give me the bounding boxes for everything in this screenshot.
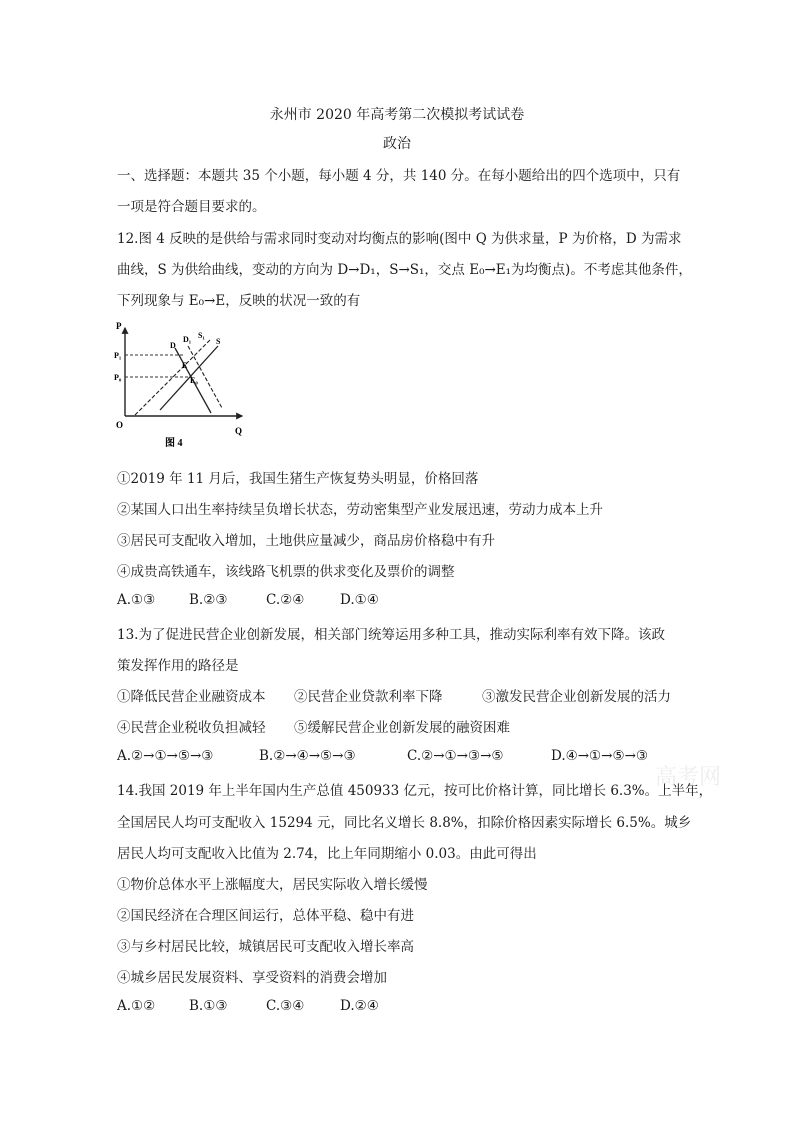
q14-item-1: ①物价总体水平上涨幅度大，居民实际收入增长缓慢 — [117, 877, 428, 893]
q13-stem-line1: 13.为了促进民营企业创新发展，相关部门统筹运用多种工具，推动实际利率有效下降。该政 — [117, 627, 665, 643]
q12-option-a[interactable]: A.①③ — [117, 592, 156, 608]
p0-label: P₀ — [114, 373, 122, 382]
q12-stem-line2: 曲线，S 为供给曲线，变动的方向为 D→D₁，S→S₁，交点 E₀→E₁为均衡点)。不考虑其他条件， — [117, 262, 692, 278]
q13-option-c[interactable]: C.②→①→③→⑤ — [407, 748, 504, 764]
q14-option-b[interactable]: B.①③ — [189, 998, 228, 1014]
section-instructions-line2: 一项是符合题目要求的。 — [117, 199, 266, 215]
page-title: 永州市 2020 年高考第二次模拟考试试卷 — [269, 107, 525, 123]
q12-item-2: ②某国人口出生率持续呈负增长状态，劳动密集型产业发展迅速，劳动力成本上升 — [117, 502, 603, 518]
origin-label: O — [116, 420, 124, 430]
d-label: D — [170, 341, 176, 350]
p1-label: P₁ — [114, 351, 122, 360]
q13-stem-line2: 策发挥作用的路径是 — [117, 658, 239, 674]
q12-stem-line3: 下列现象与 E₀→E，反映的状况一致的有 — [117, 293, 361, 309]
q12-item-1: ①2019 年 11 月后，我国生猪生产恢复势头明显，价格回落 — [117, 471, 479, 487]
subject-title: 政治 — [383, 136, 411, 152]
q13-item-1: ①降低民营企业融资成本 — [117, 689, 266, 705]
q12-stem-line1: 12.图 4 反映的是供给与需求同时变动对均衡点的影响(图中 Q 为供求量，P 为价格，D 为需求 — [117, 231, 682, 247]
q12-item-3: ③居民可支配收入增加，土地供应量减少，商品房价格稳中有升 — [117, 533, 495, 549]
s1-label: S₁ — [198, 331, 205, 340]
q13-option-a[interactable]: A.②→①→⑤→③ — [117, 748, 214, 764]
p-axis-label: P — [116, 321, 122, 331]
q13-item-3: ③激发民营企业创新发展的活力 — [482, 689, 671, 705]
d1-label: D₁ — [183, 335, 192, 344]
q14-item-3: ③与乡村居民比较，城镇居民可支配收入增长率高 — [117, 939, 414, 955]
section-instructions-line1: 一、选择题：本题共 35 个小题，每小题 4 分，共 140 分。在每小题给出的四个选项中，只有 — [117, 168, 681, 184]
supply-curve-s — [160, 346, 218, 410]
watermark: 高考网 — [655, 765, 722, 790]
e-label: E — [182, 361, 188, 370]
q14-stem-line3: 居民人均可支配收入比值为 2.74，比上年同期缩小 0.03。由此可得出 — [117, 846, 537, 862]
figure-caption: 图 4 — [165, 438, 183, 449]
e0-label: E₀ — [190, 376, 198, 385]
q12-option-d[interactable]: D.①④ — [340, 592, 379, 608]
q12-option-c[interactable]: C.②④ — [266, 592, 305, 608]
q13-items-row1 — [117, 685, 671, 705]
q12-options — [117, 592, 379, 608]
q14-stem-line2: 全国居民人均可支配收入 15294 元，同比名义增长 8.8%，扣除价格因素实际增长 6.5%。城乡 — [117, 815, 692, 831]
q14-option-a[interactable]: A.①② — [117, 998, 156, 1014]
q14-option-d[interactable]: D.②④ — [340, 998, 379, 1014]
q14-stem-line1: 14.我国 2019 年上半年国内生产总值 450933 亿元，按可比价格计算，同比增长 6.3%。上半年， — [117, 783, 713, 799]
q13-items-row2 — [117, 716, 510, 736]
q13-item-5: ⑤缓解民营企业创新发展的融资困难 — [294, 720, 510, 736]
q14-options — [117, 998, 379, 1014]
q13-item-4: ④民营企业税收负担减轻 — [117, 720, 266, 736]
figure-4-supply-demand-diagram — [110, 318, 260, 453]
q13-item-2: ②民营企业贷款利率下降 — [294, 689, 443, 705]
q14-item-4: ④城乡居民发展资料、享受资料的消费会增加 — [117, 970, 387, 986]
q13-option-b[interactable]: B.②→④→⑤→③ — [259, 748, 356, 764]
q12-option-b[interactable]: B.②③ — [189, 592, 228, 608]
q14-item-2: ②国民经济在合理区间运行，总体平稳、稳中有进 — [117, 908, 414, 924]
q-axis-label: Q — [235, 426, 243, 436]
q12-item-4: ④成贵高铁通车，该线路飞机票的供求变化及票价的调整 — [117, 564, 455, 580]
q14-option-c[interactable]: C.③④ — [266, 998, 305, 1014]
q13-option-d[interactable]: D.④→①→⑤→③ — [551, 748, 648, 764]
s-label: S — [216, 337, 221, 346]
q13-options — [117, 748, 648, 764]
